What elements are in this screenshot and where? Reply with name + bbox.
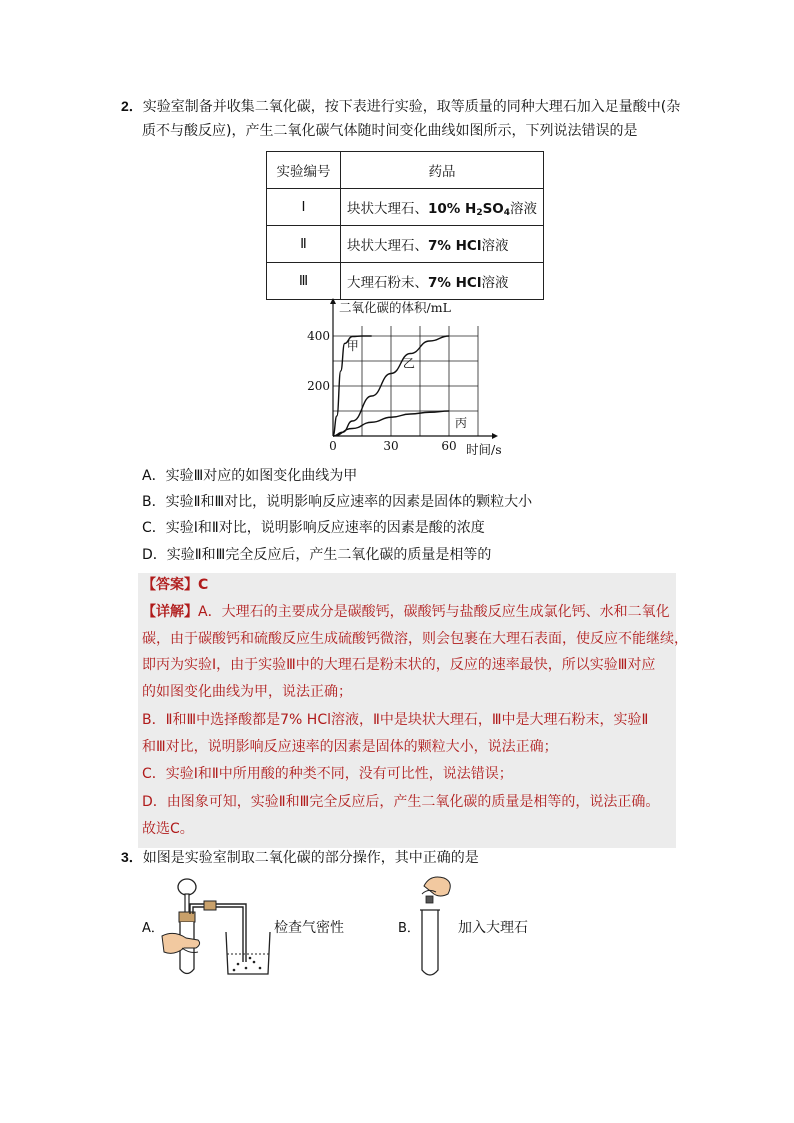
reagent-text: 大理石粉末、 xyxy=(347,275,428,291)
table-header-reagent: 药品 xyxy=(341,152,544,189)
q3-option-b-letter: B． xyxy=(398,921,420,936)
detail-label: 【详解】 xyxy=(142,604,198,620)
answer-value: C xyxy=(198,577,209,593)
reagent-suffix: 溶液 xyxy=(481,238,509,254)
reagent-text: 块状大理石、 xyxy=(347,200,428,217)
detail-line: 碳，由于碳酸钙和硫酸反应生成硫酸钙微溶，则会包裹在大理石表面，使反应不能继续， xyxy=(142,631,688,647)
detail-line: 即丙为实验Ⅰ，由于实验Ⅲ中的大理石是粉末状的，反应的速率最快，所以实验Ⅲ对应 xyxy=(142,657,656,673)
reagent-suffix: 溶液 xyxy=(510,200,538,217)
detail-text: A．大理石的主要成分是碳酸钙，碳酸钙与盐酸反应生成氯化钙、水和二氧化 xyxy=(198,604,670,620)
detail-line: 故选C。 xyxy=(142,821,194,837)
table-cell-id: Ⅰ xyxy=(267,189,341,226)
q2-number: 2． xyxy=(121,98,143,114)
q3-stem-line xyxy=(121,847,479,868)
q3-option-b-text: 加入大理石 xyxy=(458,920,528,936)
q3-option-a-letter: A． xyxy=(142,921,164,936)
table-cell-reagent xyxy=(341,189,544,226)
q2-option-a: A．实验Ⅲ对应的如图变化曲线为甲 xyxy=(142,468,358,484)
reagent-formula-mid: SO xyxy=(482,200,504,217)
x-tick-label: 0 xyxy=(329,439,337,453)
reagent-formula: 10% H xyxy=(428,200,477,217)
airtightness-check-illustration xyxy=(160,874,276,982)
reagent-text: 块状大理石、 xyxy=(347,238,428,254)
y-tick-label: 400 xyxy=(307,329,330,343)
y-axis-label: 二氧化碳的体积/mL xyxy=(339,300,451,315)
q2-option-c: C．实验Ⅰ和Ⅱ对比，说明影响反应速率的因素是酸的浓度 xyxy=(142,520,485,536)
x-tick-label: 60 xyxy=(441,439,457,453)
reagent-formula: 7% HCl xyxy=(428,275,482,291)
q2-option-d: D．实验Ⅱ和Ⅲ完全反应后，产生二氧化碳的质量是相等的 xyxy=(142,547,492,563)
x-tick-label: 30 xyxy=(383,439,399,453)
detail-line: 和Ⅲ对比，说明影响反应速率的因素是固体的颗粒大小，说法正确； xyxy=(142,739,558,755)
detail-line xyxy=(142,602,670,622)
reagent-formula: 7% HCl xyxy=(428,238,482,254)
series-label: 丙 xyxy=(455,416,468,430)
table-row xyxy=(267,189,544,226)
table-row xyxy=(267,263,544,300)
y-axis-arrow xyxy=(330,298,336,304)
detail-line: B．Ⅱ和Ⅲ中选择酸都是7% HCl溶液，Ⅱ中是块状大理石，Ⅲ中是大理石粉末，实验Ⅱ xyxy=(142,712,649,728)
q3-option-a-text: 检查气密性 xyxy=(274,920,344,936)
series-label: 乙 xyxy=(402,356,415,371)
table-row xyxy=(267,226,544,263)
detail-line: 的如图变化曲线为甲，说法正确； xyxy=(142,684,352,700)
q3-stem-text: 如图是实验室制取二氧化碳的部分操作，其中正确的是 xyxy=(142,850,479,866)
reagent-suffix: 溶液 xyxy=(481,275,509,291)
table-header-row xyxy=(267,152,544,189)
table-header-id: 实验编号 xyxy=(267,152,341,189)
reagent-subscript: 2 xyxy=(476,207,483,218)
q2-option-b: B．实验Ⅱ和Ⅲ对比，说明影响反应速率的因素是固体的颗粒大小 xyxy=(142,494,533,510)
series-label: 甲 xyxy=(346,339,359,353)
q2-stem-line1 xyxy=(121,96,680,117)
detail-line: D．由图象可知，实验Ⅱ和Ⅲ完全反应后，产生二氧化碳的质量是相等的，说法正确。 xyxy=(142,794,660,810)
table-cell-reagent xyxy=(341,226,544,263)
add-marble-illustration xyxy=(414,872,458,980)
co2-volume-chart xyxy=(300,296,520,462)
reagent-subscript: 4 xyxy=(503,207,511,218)
q2-stem-text1: 实验室制备并收集二氧化碳，按下表进行实验，取等质量的同种大理石加入足量酸中(杂 xyxy=(142,99,681,115)
q3-number: 3． xyxy=(121,849,143,865)
answer-line xyxy=(142,575,208,595)
table-cell-id: Ⅱ xyxy=(267,226,341,263)
q2-stem-line2: 质不与酸反应)，产生二氧化碳气体随时间变化曲线如图所示，下列说法错误的是 xyxy=(142,123,638,139)
detail-line: C．实验Ⅰ和Ⅱ中所用酸的种类不同，没有可比性，说法错误； xyxy=(142,766,513,782)
x-axis-arrow xyxy=(492,433,498,439)
table-cell-reagent xyxy=(341,263,544,300)
table-cell-id: Ⅲ xyxy=(267,263,341,300)
experiment-table xyxy=(266,151,544,300)
x-axis-label: 时间/s xyxy=(466,442,502,457)
answer-label: 【答案】 xyxy=(142,577,198,593)
y-tick-label: 200 xyxy=(307,379,330,393)
